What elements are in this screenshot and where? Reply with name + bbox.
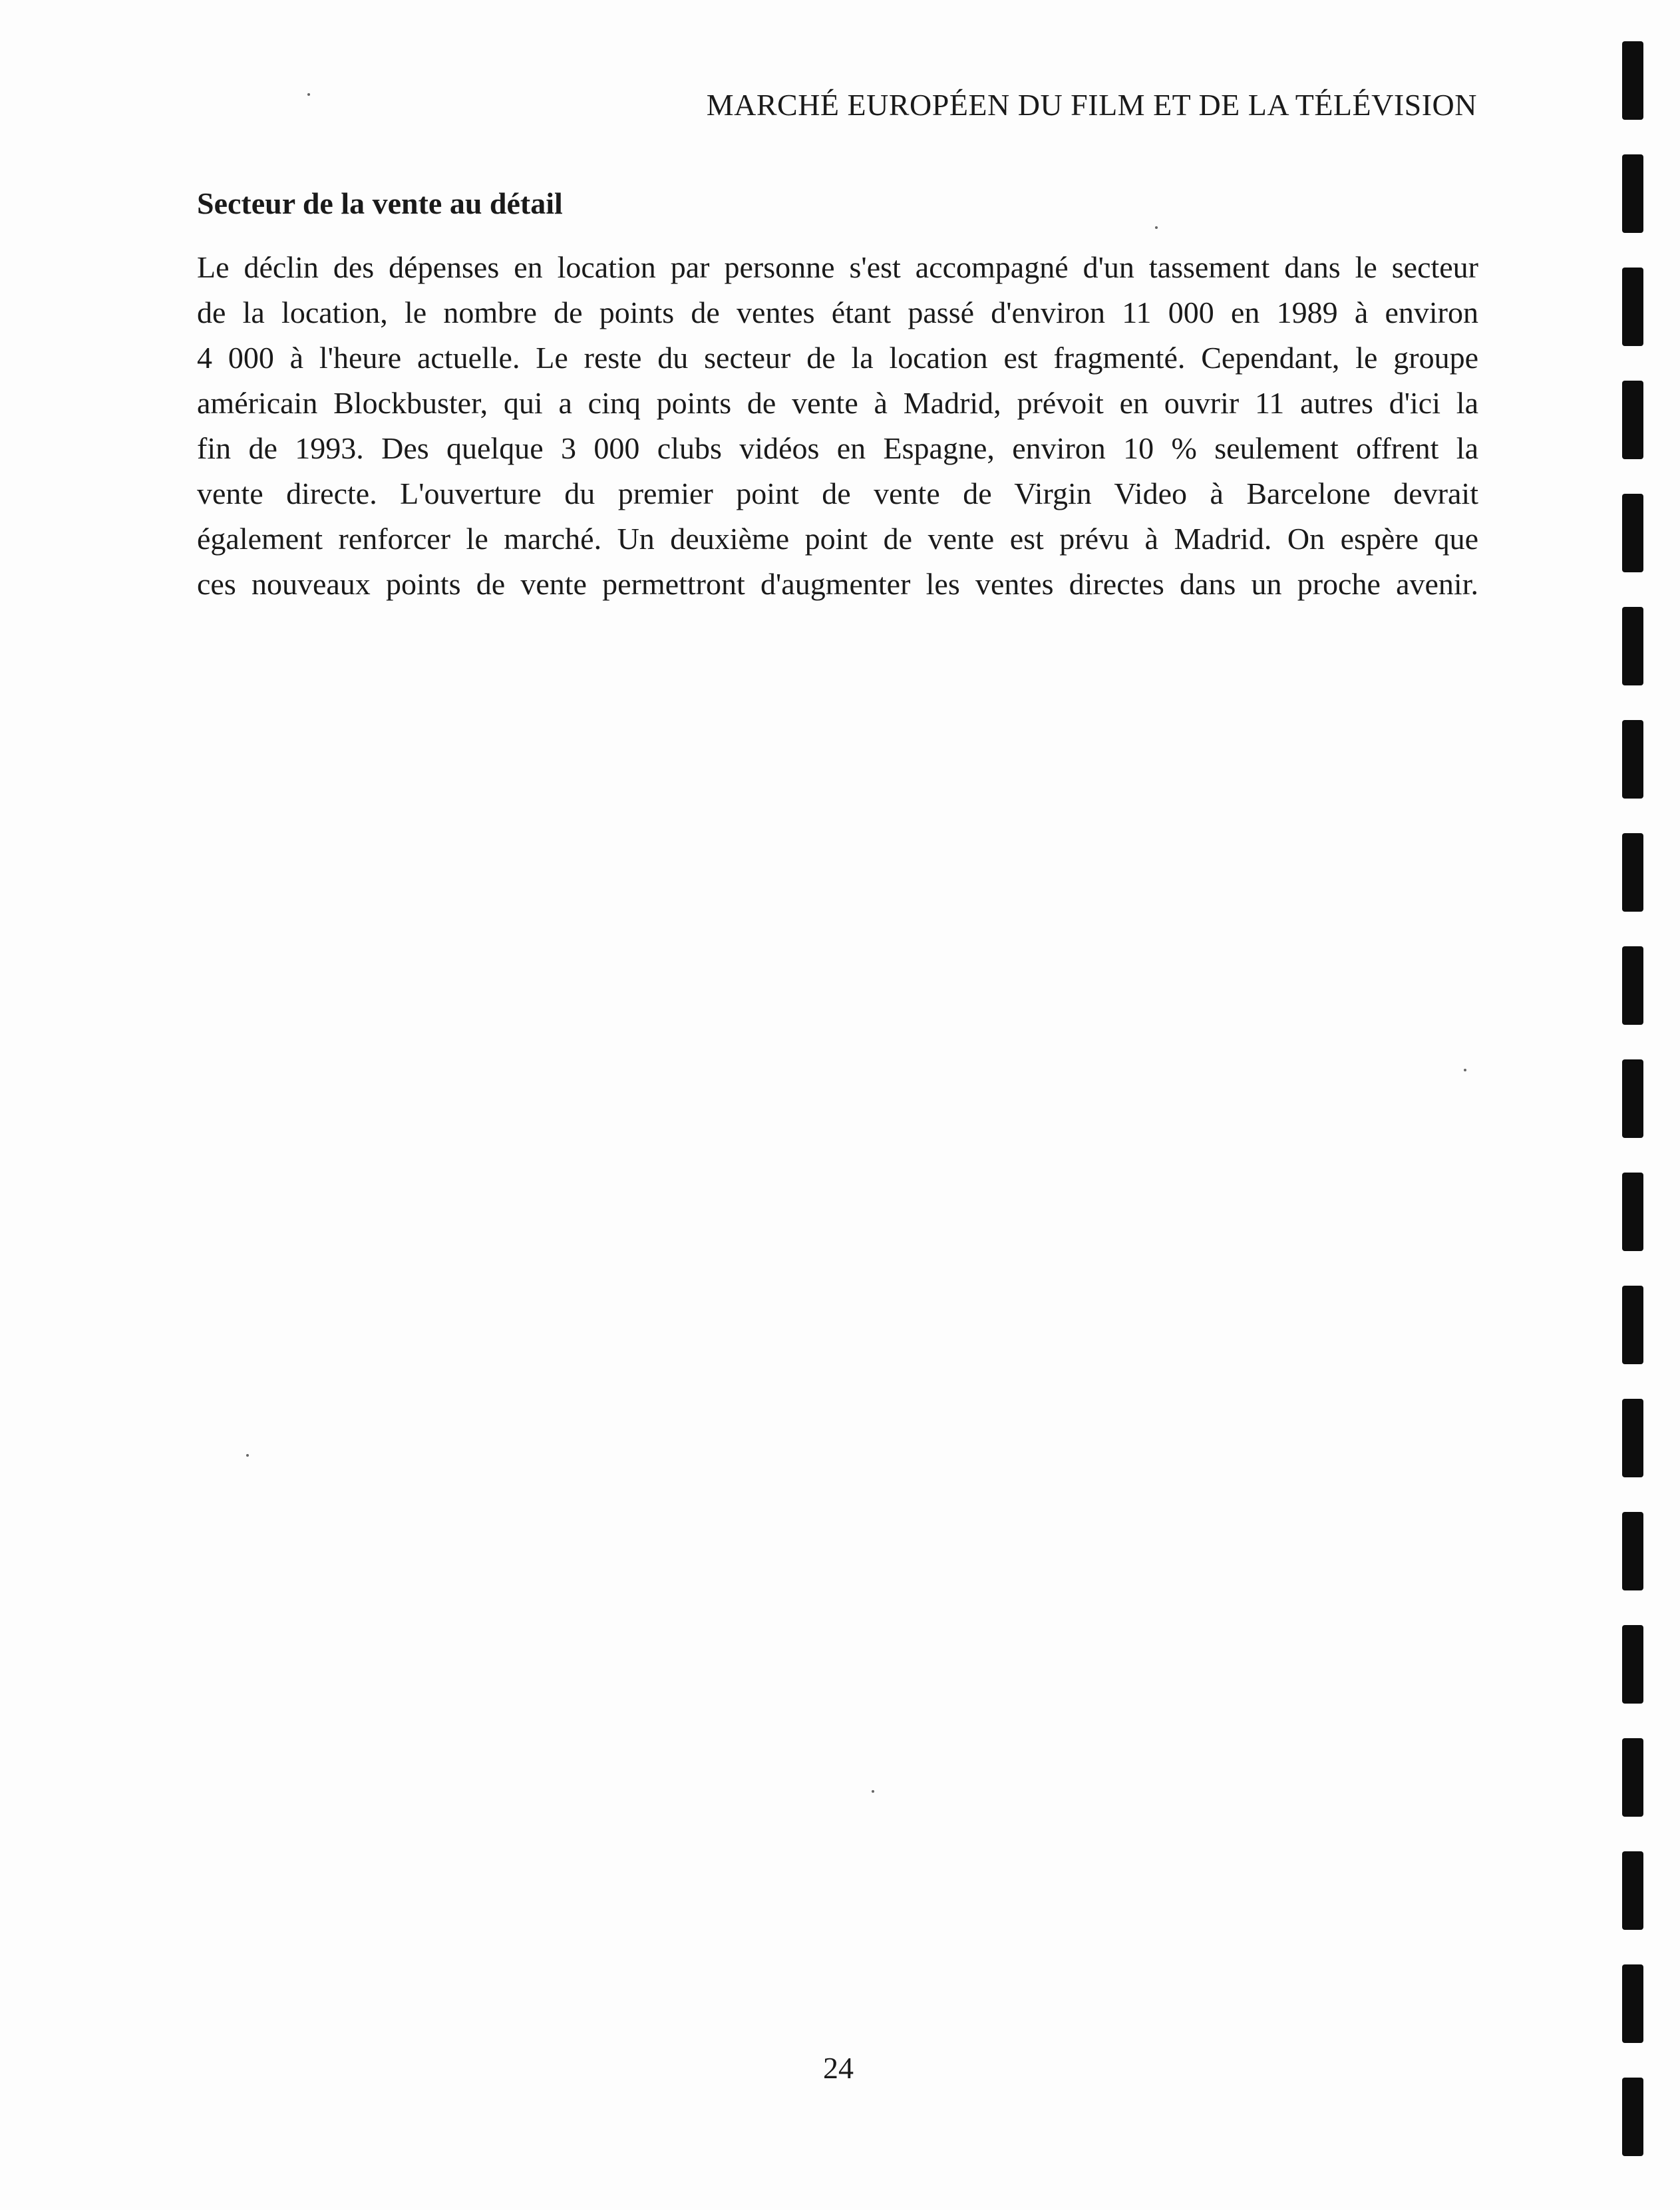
binding-mark <box>1622 1964 1643 2043</box>
binding-mark <box>1622 1512 1643 1590</box>
paragraph-line: également renforcer le marché. Un deuxième point de vente est prévu à Madrid. On espère que <box>197 522 1478 556</box>
paragraph-line: Le déclin des dépenses en location par personne s'est accompagné d'un tassement dans le secteur <box>197 250 1478 284</box>
paragraph-line: 4 000 à l'heure actuelle. Le reste du secteur de la location est fragmenté. Cependant, le groupe <box>197 341 1478 375</box>
binding-mark <box>1622 268 1643 346</box>
binding-mark <box>1622 1286 1643 1364</box>
scan-speck <box>1155 226 1158 229</box>
binding-mark <box>1622 154 1643 233</box>
binding-mark <box>1622 720 1643 799</box>
binding-mark <box>1622 607 1643 685</box>
paragraph-line-last: ces nouveaux points de vente permettront d'augmenter les ventes directes dans un proche avenir. <box>197 567 1478 601</box>
binding-mark <box>1622 2078 1643 2156</box>
paragraph-line: vente directe. L'ouverture du premier point de vente de Virgin Video à Barcelone devrait <box>197 476 1478 510</box>
page-number: 24 <box>823 2051 854 2085</box>
paragraph-line: de la location, le nombre de points de ventes étant passé d'environ 11 000 en 1989 à environ <box>197 295 1478 329</box>
binding-mark <box>1622 1059 1643 1138</box>
section-heading: Secteur de la vente au détail <box>197 186 563 220</box>
paragraph-line: américain Blockbuster, qui a cinq points de vente à Madrid, prévoit en ouvrir 11 autres d'ici la <box>197 386 1478 420</box>
binding-mark <box>1622 1625 1643 1704</box>
binding-mark <box>1622 1173 1643 1251</box>
paragraph-line: fin de 1993. Des quelque 3 000 clubs vidéos en Espagne, environ 10 % seulement offrent la <box>197 431 1478 465</box>
binding-marks <box>1617 0 1657 2210</box>
binding-mark <box>1622 41 1643 120</box>
scan-speck <box>246 1454 249 1457</box>
scan-speck <box>307 93 310 96</box>
binding-mark <box>1622 946 1643 1025</box>
binding-mark <box>1622 1738 1643 1817</box>
scan-speck <box>1464 1069 1466 1071</box>
binding-mark <box>1622 494 1643 572</box>
binding-mark <box>1622 381 1643 459</box>
running-header: MARCHÉ EUROPÉEN DU FILM ET DE LA TÉLÉVISION <box>706 88 1477 122</box>
body-paragraph <box>197 245 1478 607</box>
binding-mark <box>1622 833 1643 912</box>
binding-mark <box>1622 1851 1643 1930</box>
binding-mark <box>1622 1399 1643 1477</box>
scan-speck <box>872 1790 874 1793</box>
